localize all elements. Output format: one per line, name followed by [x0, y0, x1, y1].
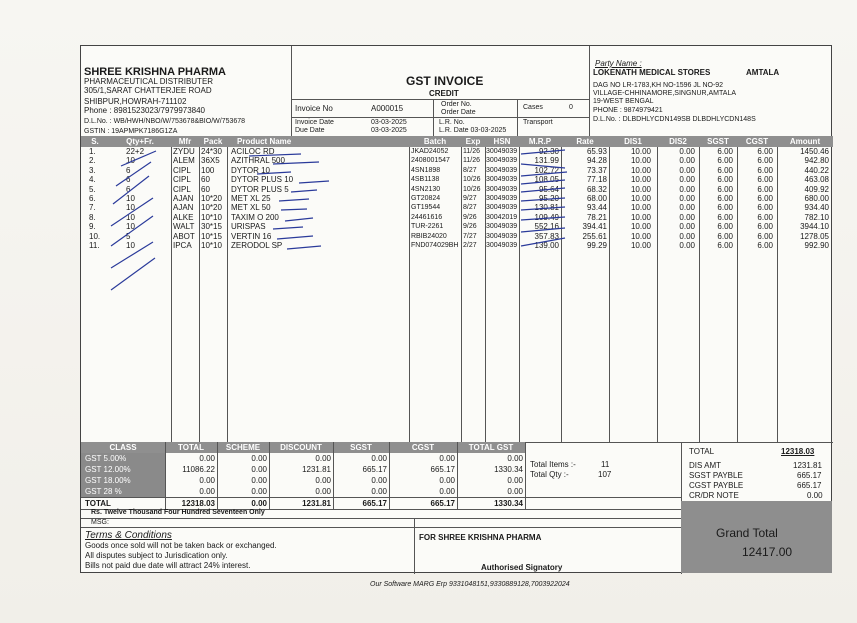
cell-qty: 10: [126, 222, 135, 232]
cell-rate: 68.00: [586, 194, 607, 203]
msg-label: MSG:: [91, 519, 109, 526]
cell-dis1: 10.00: [630, 165, 651, 175]
cell-name: MET XL 50: [231, 203, 271, 213]
cell-pack: 60: [201, 184, 210, 194]
cell-s: 10.: [89, 231, 101, 241]
gst-cell-totalgst: 0.00: [507, 454, 523, 463]
cell-cgst: 6.00: [757, 222, 773, 232]
gst-cell-sgst: 665.17: [362, 465, 387, 474]
cell-sgst: 6.00: [717, 184, 733, 194]
cell-mfr: AJAN: [173, 203, 194, 213]
cell-mrp: 357.83: [534, 231, 559, 241]
cell-name: ACILOC RD: [231, 147, 275, 156]
seller-type: PHARMACEUTICAL DISTRIBUTER: [84, 77, 214, 86]
party-name: LOKENATH MEDICAL STORES: [593, 68, 711, 77]
pen-stroke: [111, 198, 153, 226]
cell-sgst: 6.00: [717, 147, 733, 156]
divider: [217, 442, 218, 509]
cell-mrp: 95.20: [538, 194, 559, 203]
cell-rate: 65.93: [586, 147, 607, 156]
col-header: Batch: [409, 136, 461, 147]
cell-amount: 934.40: [804, 203, 829, 213]
cell-qty: 10: [126, 194, 135, 203]
gst-cell-totalgst: 0.00: [507, 487, 523, 496]
seller-address1: 305/1,SARAT CHATTERJEE ROAD: [84, 86, 212, 95]
gst-cell-scheme: 0.00: [251, 465, 267, 474]
cell-amount: 680.00: [804, 194, 829, 203]
cell-mrp: 552.16: [534, 222, 559, 232]
divider: [525, 442, 526, 509]
gst-cell-discount: 0.00: [315, 487, 331, 496]
gst-cell-total: 0.00: [199, 454, 215, 463]
gst-cell-totalgst: 0.00: [507, 476, 523, 485]
cell-hsn: 30042019: [486, 213, 518, 221]
invoice-date-label: Invoice Date: [295, 119, 334, 126]
gst-cell-cgst: 0.00: [439, 476, 455, 485]
cell-s: 2.: [89, 156, 96, 166]
cell-sgst: 6.00: [717, 165, 733, 175]
cell-mrp: 130.81: [534, 203, 559, 213]
party-address3: 19-WEST BENGAL: [593, 98, 654, 105]
divider: [414, 518, 415, 574]
cell-qty: 22+2: [126, 147, 145, 156]
divider: [333, 442, 334, 509]
col-header: Qty+Fr.: [109, 136, 171, 147]
cell-qty: 6: [126, 184, 131, 194]
transport-label: Transport: [523, 119, 553, 126]
cell-s: 1.: [89, 147, 96, 156]
cell-dis2: 0.00: [679, 165, 695, 175]
gst-summary-row: [81, 464, 531, 475]
invoice-sheet: [80, 45, 832, 573]
cell-name: DYTOR 10: [231, 165, 270, 175]
cell-batch: GT20824: [411, 195, 441, 202]
cell-batch: 24461616: [411, 213, 443, 221]
gst-cell-discount: 0.00: [315, 454, 331, 463]
cell-hsn: 30049039: [486, 185, 518, 193]
gst-cell-sgst: 0.00: [371, 476, 387, 485]
terms-line2: All disputes subject to Jurisdication only.: [85, 551, 228, 560]
cell-pack: 10*20: [201, 194, 222, 203]
cell-mrp: 92.30: [538, 147, 559, 156]
cell-cgst: 6.00: [757, 175, 773, 185]
total-value: 12318.03: [781, 447, 815, 456]
cell-dis2: 0.00: [679, 156, 695, 166]
seller-address2: SHIBPUR,HOWRAH-711102: [84, 97, 187, 106]
cell-amount: 409.92: [804, 184, 829, 194]
cell-cgst: 6.00: [757, 241, 773, 250]
gst-cell-cls: GST 18.00%: [85, 476, 131, 485]
cell-mrp: 109.49: [534, 212, 559, 222]
divider: [269, 442, 270, 509]
cell-dis1: 10.00: [630, 175, 651, 185]
cell-rate: 68.32: [586, 184, 607, 194]
cell-exp: 2/27: [463, 242, 477, 249]
cell-qty: 6: [126, 175, 131, 185]
cell-dis2: 0.00: [679, 203, 695, 213]
gst-cell-scheme: 0.00: [251, 487, 267, 496]
col-header: SGST: [699, 136, 737, 147]
cell-amount: 992.90: [804, 241, 829, 250]
cell-cgst: 6.00: [757, 212, 773, 222]
terms-line3: Bills not paid due date will attract 24% interest.: [85, 561, 251, 570]
sgst-payble-value: 665.17: [797, 471, 822, 480]
seller-phone: Phone : 8981523023/7979973840: [84, 106, 206, 115]
cell-dis1: 10.00: [630, 194, 651, 203]
cell-dis2: 0.00: [679, 241, 695, 250]
cell-sgst: 6.00: [717, 194, 733, 203]
cell-hsn: 30049039: [486, 195, 518, 202]
cell-dis2: 0.00: [679, 222, 695, 232]
cell-batch: 4SN2130: [411, 185, 441, 193]
col-header: DIS2: [657, 136, 699, 147]
cell-dis2: 0.00: [679, 194, 695, 203]
total-label: TOTAL: [689, 447, 715, 456]
cell-qty: 10: [126, 156, 135, 166]
cell-hsn: 30049039: [486, 148, 518, 155]
cell-mrp: 95.64: [538, 184, 559, 194]
cell-sgst: 6.00: [717, 212, 733, 222]
cell-hsn: 30049039: [486, 166, 518, 174]
cell-mfr: CIPL: [173, 184, 191, 194]
party-address2: VILLAGE-CHHINAMORE,SINGNUR,AMTALA: [593, 90, 737, 97]
cell-mfr: WALT: [173, 222, 195, 232]
cell-dis1: 10.00: [630, 203, 651, 213]
gst-cell-discount: 1231.81: [302, 499, 331, 508]
gst-cell-discount: 0.00: [315, 476, 331, 485]
cell-s: 5.: [89, 184, 96, 194]
invoice-subtitle: CREDIT: [429, 89, 459, 98]
gst-cell-discount: 1231.81: [302, 465, 331, 474]
cell-exp: 8/27: [463, 204, 477, 212]
cell-pack: 10*10: [201, 212, 222, 222]
party-city: AMTALA: [746, 68, 780, 77]
col-header: Product Name: [227, 136, 409, 147]
cell-batch: 4SN1898: [411, 166, 441, 174]
cell-mfr: ALEM: [173, 156, 195, 166]
cell-mrp: 131.99: [534, 156, 559, 166]
cell-rate: 73.37: [586, 165, 607, 175]
seller-dlno: D.L.No. : WB/HWH/NBO/W/753678&BIO/W/753678: [84, 118, 246, 125]
cell-exp: 10/26: [463, 185, 481, 193]
gst-summary-row: [81, 498, 531, 509]
cell-hsn: 30049039: [486, 204, 518, 212]
gst-summary-row: [81, 475, 531, 486]
col-header: S.: [81, 136, 109, 147]
col-header: Exp: [461, 136, 485, 147]
total-qty-label: Total Qty :-: [530, 470, 569, 479]
gst-cell-total: 11086.22: [182, 465, 215, 474]
cell-exp: 11/26: [463, 157, 480, 165]
gst-summary-row: [81, 453, 531, 464]
cell-exp: 11/26: [463, 148, 480, 155]
crdr-label: CR/DR NOTE: [689, 491, 739, 500]
divider: [81, 527, 681, 528]
cell-sgst: 6.00: [717, 231, 733, 241]
cell-rate: 99.29: [586, 241, 607, 250]
divider: [457, 442, 458, 509]
cell-exp: 10/26: [463, 176, 481, 184]
gst-cell-sgst: 0.00: [371, 487, 387, 496]
authorised-signatory: Authorised Signatory: [481, 563, 563, 572]
cell-mrp: 108.05: [534, 175, 559, 185]
gst-cell-total: 0.00: [199, 476, 215, 485]
cell-batch: RBIB24020: [411, 232, 447, 240]
cell-amount: 942.80: [804, 156, 829, 166]
gst-cell-scheme: 0.00: [251, 454, 267, 463]
cell-mrp: 139.00: [534, 241, 559, 250]
summary-header: TOTAL GST: [457, 442, 525, 453]
cell-amount: 1278.05: [800, 231, 829, 241]
grand-total-label: Grand Total: [716, 526, 778, 540]
amount-in-words: Rs. Twelve Thousand Four Hundred Seventeen Only: [91, 509, 265, 516]
cell-name: TAXIM O 200: [231, 212, 279, 222]
cell-name: AZITHRAL 500: [231, 156, 285, 166]
cell-mfr: ZYDU: [173, 147, 195, 156]
cell-batch: 4SB1138: [411, 176, 440, 184]
gst-cell-sgst: 0.00: [371, 454, 387, 463]
cell-s: 4.: [89, 175, 96, 185]
cell-hsn: 30049039: [486, 242, 518, 249]
cell-qty: 10: [126, 241, 135, 250]
cell-sgst: 6.00: [717, 203, 733, 213]
cell-amount: 463.08: [804, 175, 829, 185]
col-header: Mfr: [171, 136, 199, 147]
party-label: Party Name :: [595, 59, 642, 68]
gst-cell-cgst: 0.00: [439, 454, 455, 463]
cell-s: 8.: [89, 212, 96, 222]
gst-cell-cls: TOTAL: [85, 499, 111, 508]
col-header: DIS1: [609, 136, 657, 147]
gst-cell-cls: GST 5.00%: [85, 454, 127, 463]
cell-cgst: 6.00: [757, 156, 773, 166]
col-header: CGST: [737, 136, 777, 147]
pen-stroke: [111, 216, 153, 246]
gst-cell-cgst: 665.17: [430, 499, 455, 508]
cell-pack: 36X5: [201, 156, 220, 166]
cell-pack: 30*15: [201, 222, 222, 232]
cell-exp: 9/27: [463, 195, 477, 202]
cell-amount: 3944.10: [800, 222, 829, 232]
cell-rate: 78.21: [586, 212, 607, 222]
crdr-value: 0.00: [807, 491, 823, 500]
cell-name: DYTOR PLUS 5: [231, 184, 289, 194]
gst-cell-scheme: 0.00: [251, 476, 267, 485]
lr-no-label: L.R. No.: [439, 119, 465, 126]
cell-mfr: ALKE: [173, 212, 194, 222]
cell-cgst: 6.00: [757, 165, 773, 175]
cell-batch: GT19544: [411, 204, 441, 212]
cell-qty: 10: [126, 203, 135, 213]
cell-sgst: 6.00: [717, 156, 733, 166]
summary-header: CLASS: [81, 442, 165, 453]
cell-dis1: 10.00: [630, 231, 651, 241]
cgst-payble-label: CGST PAYBLE: [689, 481, 744, 490]
terms-title: Terms & Conditions: [85, 530, 172, 541]
cell-cgst: 6.00: [757, 184, 773, 194]
gst-cell-sgst: 665.17: [362, 499, 387, 508]
cell-s: 7.: [89, 203, 96, 213]
invoice-title: GST INVOICE: [406, 74, 484, 88]
cell-qty: 5: [126, 231, 131, 241]
cell-dis1: 10.00: [630, 241, 651, 250]
invoice-no-value: A000015: [371, 104, 404, 113]
due-date-label: Due Date: [295, 127, 325, 134]
seller-name: SHREE KRISHNA PHARMA: [84, 66, 226, 78]
divider: [389, 442, 390, 509]
cell-pack: 100: [201, 165, 215, 175]
cell-exp: 7/27: [463, 232, 477, 240]
cell-cgst: 6.00: [757, 231, 773, 241]
gst-cell-cgst: 0.00: [439, 487, 455, 496]
cell-s: 9.: [89, 222, 96, 232]
divider: [81, 518, 681, 519]
col-header: Amount: [777, 136, 833, 147]
col-header: M.R.P: [519, 136, 561, 147]
due-date-value: 03-03-2025: [371, 127, 407, 134]
cell-rate: 93.44: [586, 203, 607, 213]
cgst-payble-value: 665.17: [797, 481, 822, 490]
cell-name: VERTIN 16: [231, 231, 272, 241]
cell-s: 6.: [89, 194, 96, 203]
summary-header: SGST: [333, 442, 389, 453]
for-company: FOR SHREE KRISHNA PHARMA: [419, 533, 542, 542]
seller-gstin: GSTIN : 19APMPK7186G1ZA: [84, 128, 178, 135]
cell-amount: 1450.46: [800, 147, 829, 156]
cell-hsn: 30049039: [486, 157, 518, 165]
cell-mfr: CIPL: [173, 175, 191, 185]
cell-cgst: 6.00: [757, 147, 773, 156]
cell-qty: 6: [126, 165, 131, 175]
cell-pack: 10*20: [201, 203, 222, 213]
cell-sgst: 6.00: [717, 241, 733, 250]
cell-mrp: 102.72: [534, 165, 559, 175]
cell-batch: 2408001547: [411, 157, 450, 165]
cell-rate: 77.18: [586, 175, 607, 185]
cell-hsn: 30049039: [486, 232, 518, 240]
dis-amt-label: DIS AMT: [689, 461, 722, 470]
cell-pack: 60: [201, 175, 210, 185]
cell-cgst: 6.00: [757, 203, 773, 213]
cell-qty: 10: [126, 212, 135, 222]
cell-pack: 24*30: [201, 147, 222, 156]
cell-name: DYTOR PLUS 10: [231, 175, 294, 185]
grand-total-value: 12417.00: [742, 545, 793, 559]
cell-mfr: IPCA: [173, 241, 192, 250]
gst-cell-scheme: 0.00: [251, 499, 267, 508]
gst-cell-cls: GST 12.00%: [85, 465, 131, 474]
cell-name: URISPAS: [231, 222, 266, 232]
party-phone: PHONE : 9874979421: [593, 107, 663, 114]
gst-cell-total: 0.00: [199, 487, 215, 496]
cell-dis1: 10.00: [630, 222, 651, 232]
cell-dis1: 10.00: [630, 212, 651, 222]
summary-header: SCHEME: [217, 442, 269, 453]
cell-amount: 440.22: [804, 165, 829, 175]
invoice-no-label: Invoice No: [295, 104, 333, 113]
pen-stroke: [121, 151, 156, 166]
total-qty-value: 107: [598, 470, 612, 479]
footer-software-note: Our Software MARG Erp 9331048151,9330889128,7003922024: [370, 581, 570, 588]
total-items-label: Total Items :-: [530, 460, 576, 469]
cell-rate: 94.28: [586, 156, 607, 166]
cell-hsn: 30049039: [486, 176, 518, 184]
invoice-date-value: 03-03-2025: [371, 119, 407, 126]
cell-exp: 9/26: [463, 213, 477, 221]
divider: [165, 442, 166, 509]
cell-mfr: AJAN: [173, 194, 194, 203]
cell-sgst: 6.00: [717, 222, 733, 232]
cell-dis2: 0.00: [679, 212, 695, 222]
cell-exp: 9/26: [463, 223, 477, 231]
cell-batch: FND074029BH: [411, 242, 459, 249]
pen-stroke: [111, 258, 155, 290]
cell-dis1: 10.00: [630, 147, 651, 156]
sgst-payble-label: SGST PAYBLE: [689, 471, 743, 480]
divider: [81, 497, 681, 498]
cell-mfr: CIPL: [173, 165, 191, 175]
gst-cell-cgst: 665.17: [430, 465, 455, 474]
order-no-label: Order No.: [441, 101, 472, 108]
cell-rate: 394.41: [582, 222, 607, 232]
pen-stroke: [113, 176, 149, 204]
cell-pack: 10*10: [201, 241, 222, 250]
order-date-label: Order Date: [441, 109, 476, 116]
cell-name: ZERODOL SP: [231, 241, 283, 250]
summary-header: TOTAL: [165, 442, 217, 453]
cell-exp: 8/27: [463, 166, 477, 174]
col-header: HSN: [485, 136, 519, 147]
summary-header: CGST: [389, 442, 457, 453]
col-header: Rate: [561, 136, 609, 147]
cases-label: Cases: [523, 104, 543, 111]
summary-header: DISCOUNT: [269, 442, 333, 453]
total-items-value: 11: [601, 460, 610, 469]
dis-amt-value: 1231.81: [793, 461, 822, 470]
cell-s: 3.: [89, 165, 96, 175]
gst-cell-totalgst: 1330.34: [494, 465, 523, 474]
cell-hsn: 30049039: [486, 223, 518, 231]
gst-cell-total: 12318.03: [181, 499, 215, 508]
cell-dis2: 0.00: [679, 175, 695, 185]
cell-pack: 10*15: [201, 231, 222, 241]
cell-batch: TUR-2261: [411, 223, 444, 231]
gst-cell-cls: GST 28 %: [85, 487, 122, 496]
cell-dis2: 0.00: [679, 184, 695, 194]
party-dlno: D.L.No. : DLBDHLYCDN149SB DLBDHLYCDN148S: [593, 116, 756, 123]
cell-mfr: ABOT: [173, 231, 195, 241]
cell-dis2: 0.00: [679, 147, 695, 156]
cases-value: 0: [569, 104, 573, 111]
gst-summary-row: [81, 486, 531, 497]
cell-sgst: 6.00: [717, 175, 733, 185]
cell-name: MET XL 25: [231, 194, 271, 203]
terms-line1: Goods once sold will not be taken back or exchanged.: [85, 541, 277, 550]
cell-cgst: 6.00: [757, 194, 773, 203]
cell-s: 11.: [89, 241, 100, 250]
cell-dis1: 10.00: [630, 156, 651, 166]
party-address1: DAG NO LR-1783,KH NO-1596 JL NO-92: [593, 82, 724, 89]
cell-batch: JKAD24052: [411, 148, 449, 155]
cell-dis2: 0.00: [679, 231, 695, 241]
cell-rate: 255.61: [582, 231, 607, 241]
lr-date-label: L.R. Date 03-03-2025: [439, 127, 507, 134]
cell-dis1: 10.00: [630, 184, 651, 194]
col-header: Pack: [199, 136, 227, 147]
gst-cell-totalgst: 1330.34: [494, 499, 523, 508]
cell-amount: 782.10: [804, 212, 829, 222]
